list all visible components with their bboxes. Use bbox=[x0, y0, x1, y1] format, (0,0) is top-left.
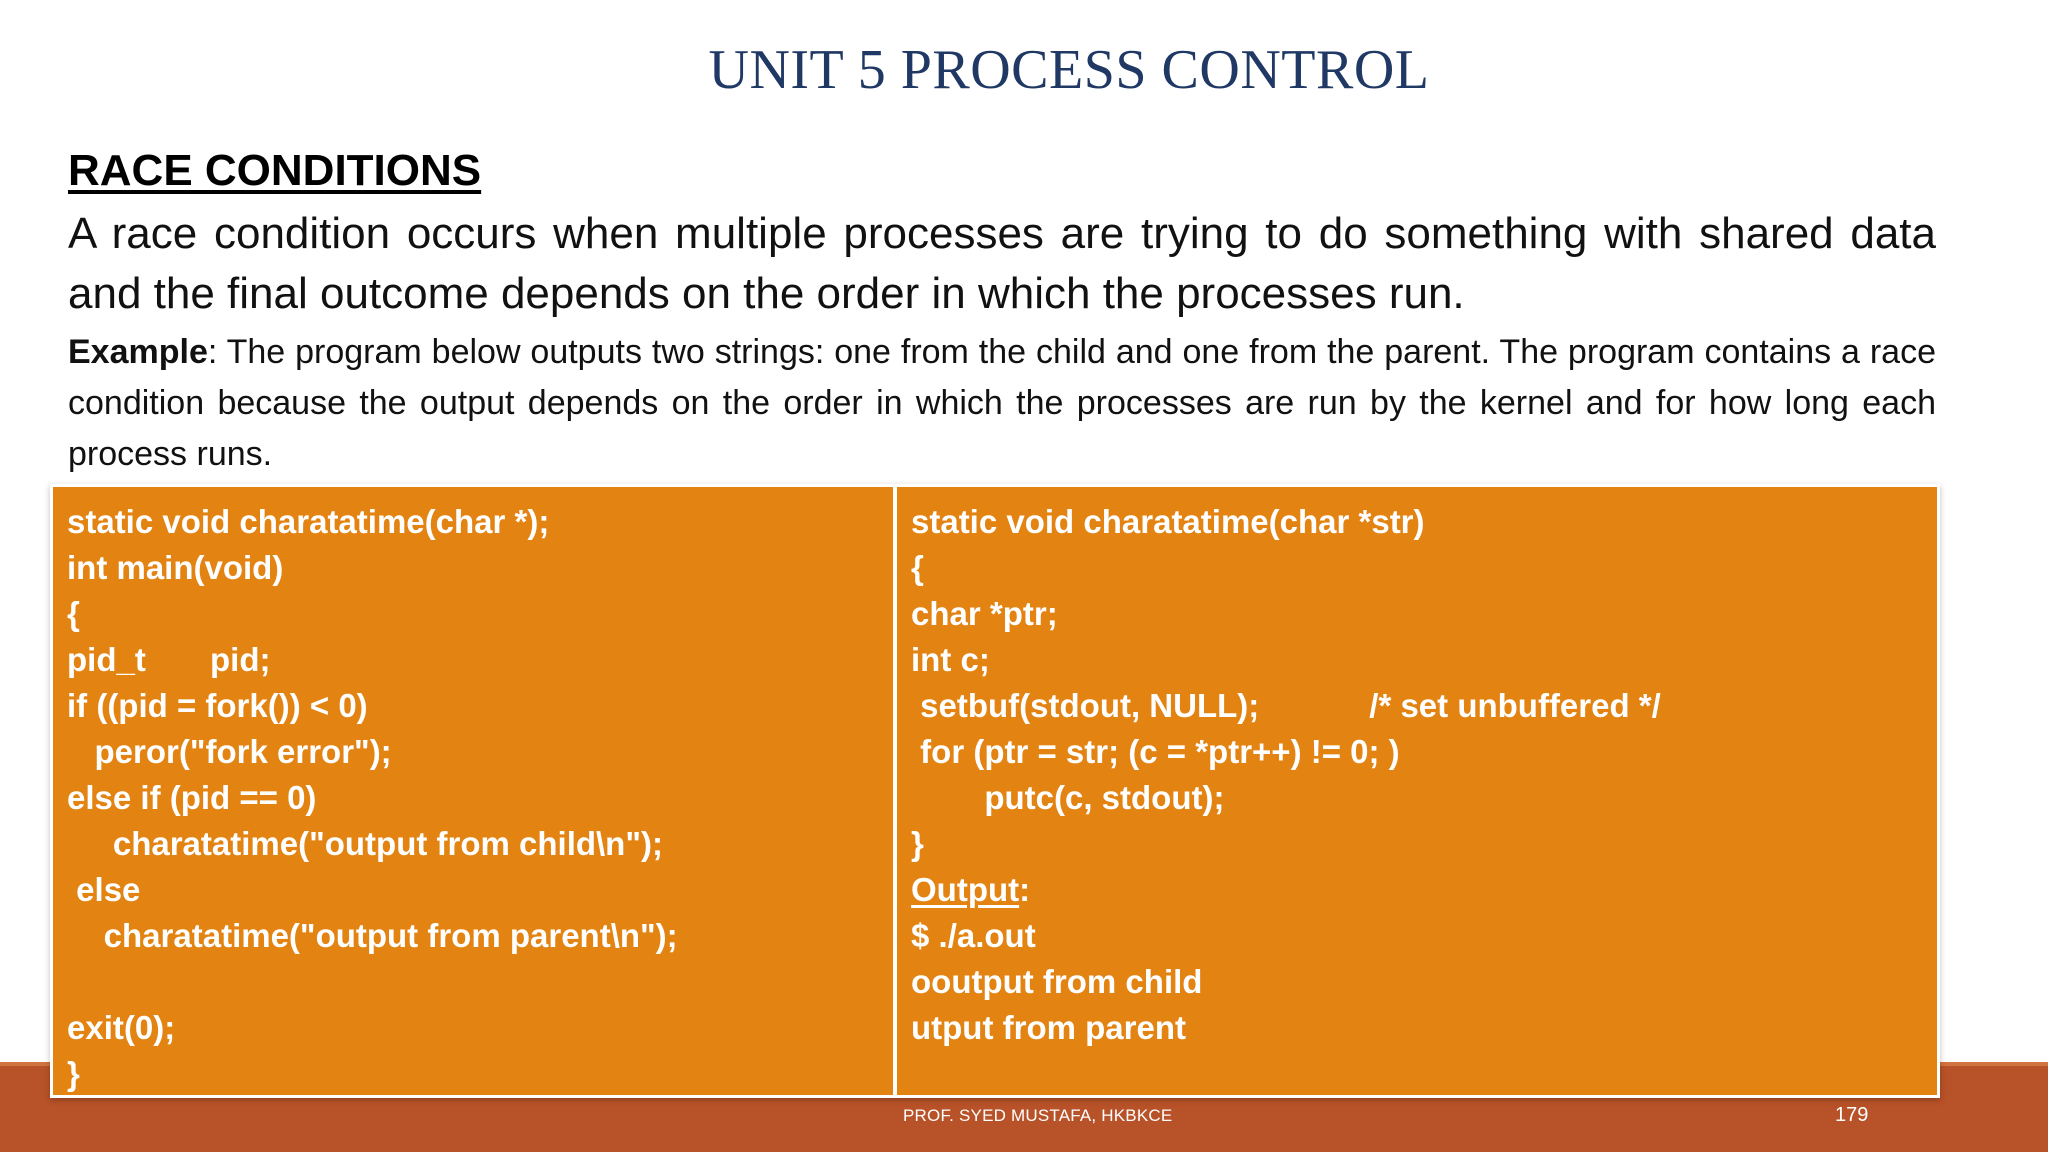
code-line: static void charatatime(char *); bbox=[67, 503, 550, 540]
code-line: pid_t pid; bbox=[67, 641, 271, 678]
code-line: int main(void) bbox=[67, 549, 284, 586]
code-table bbox=[50, 484, 1940, 1098]
code-line: { bbox=[911, 549, 924, 586]
output-line: $ ./a.out bbox=[911, 917, 1036, 954]
output-line: ooutput from child bbox=[911, 963, 1203, 1000]
code-line: if ((pid = fork()) < 0) bbox=[67, 687, 368, 724]
code-line: exit(0); bbox=[67, 1009, 176, 1046]
code-cell-function bbox=[897, 487, 1937, 1095]
output-line: utput from parent bbox=[911, 1009, 1186, 1046]
code-line: { bbox=[67, 595, 80, 632]
code-line: int c; bbox=[911, 641, 990, 678]
example-label: Example bbox=[68, 333, 208, 371]
output-label: Output bbox=[911, 871, 1020, 908]
footer-author: PROF. SYED MUSTAFA, HKBKCE bbox=[903, 1106, 1173, 1125]
section-heading: RACE CONDITIONS bbox=[68, 146, 482, 195]
code-line: for (ptr = str; (c = *ptr++) != 0; ) bbox=[911, 733, 1400, 770]
output-colon: : bbox=[1019, 871, 1031, 908]
code-line-blank bbox=[67, 959, 879, 1005]
intro-paragraph: A race condition occurs when multiple processes are trying to do something with shared data and the final outcome depends on the order in which the processes run. bbox=[68, 209, 1936, 318]
code-line: peror("fork error"); bbox=[67, 733, 392, 770]
code-line: } bbox=[67, 1055, 80, 1092]
code-line: charatatime("output from parent\n"); bbox=[67, 917, 678, 954]
code-line: static void charatatime(char *str) bbox=[911, 503, 1425, 540]
example-text: : The program below outputs two strings: one from the child and one from the parent. The program contains a race condition because the output depends on the order in which the processes are run by the kernel and for how long each process runs. bbox=[68, 333, 1936, 473]
example-paragraph bbox=[68, 327, 1936, 480]
code-cell-main bbox=[53, 487, 893, 1095]
code-line: putc(c, stdout); bbox=[911, 779, 1225, 816]
code-line: else if (pid == 0) bbox=[67, 779, 317, 816]
slide-title: UNIT 5 PROCESS CONTROL bbox=[708, 39, 1430, 101]
code-line: } bbox=[911, 825, 924, 862]
code-line: char *ptr; bbox=[911, 595, 1058, 632]
code-line: else bbox=[67, 871, 141, 908]
code-line: charatatime("output from child\n"); bbox=[67, 825, 663, 862]
output-heading bbox=[911, 867, 1923, 913]
page-number: 179 bbox=[1835, 1104, 1869, 1126]
code-line: setbuf(stdout, NULL); /* set unbuffered */ bbox=[911, 687, 1661, 724]
